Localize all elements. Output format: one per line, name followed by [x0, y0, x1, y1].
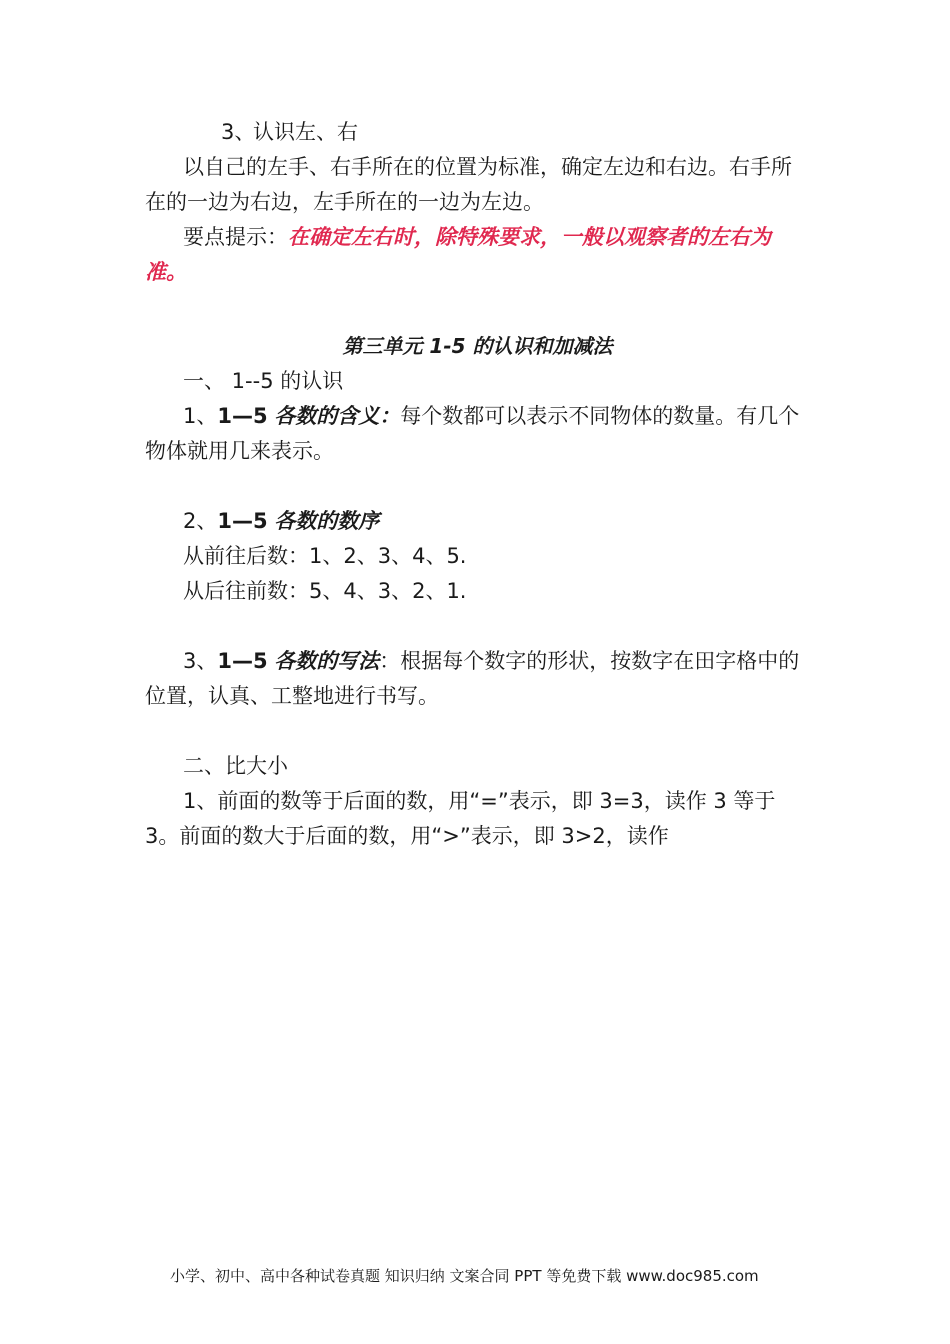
writing-paragraph	[145, 644, 810, 714]
document-body	[145, 115, 810, 854]
spacer	[145, 290, 810, 329]
item3-prefix: 3、	[183, 649, 218, 673]
part1-heading: 一、 1--5 的认识	[183, 369, 344, 393]
lr-definition-paragraph: 以自己的左手、右手所在的位置为标准，确定左边和右边。右手所在的一边为右边，左手所在的一边为左边。	[145, 155, 792, 214]
part2-heading: 二、比大小	[183, 754, 288, 778]
item2-range: 1—5	[217, 509, 268, 533]
tip-emphasis: 在确定左右时，除特殊要求，一般以观察者的左右为准。	[145, 225, 771, 284]
spacer	[145, 609, 810, 644]
tip-label: 要点提示：	[183, 225, 288, 249]
item3-range: 1—5	[217, 649, 268, 673]
unit-title: 第三单元 1-5 的认识和加减法	[342, 334, 613, 358]
compare-paragraph: 1、前面的数等于后面的数，用“=”表示，即 3=3，读作 3 等于 3。前面的数大于后面的数，用“>”表示，即 3>2，读作	[145, 789, 776, 848]
lr-heading-text: 认识左、右	[253, 120, 358, 144]
item3-text: ：根据每个数字的形状，按数字在田字格中的位置，认真、工整地进行书写。	[145, 649, 800, 708]
item1-range: 1—5	[217, 404, 268, 428]
item3-label: 各数的写法	[274, 649, 380, 673]
item1-text: 每个数都可以表示不同物体的数量。有几个物体就用几来表示。	[145, 404, 800, 463]
item2-prefix: 2、	[183, 509, 218, 533]
lr-heading-number: 3、	[221, 120, 256, 144]
item1-prefix: 1、	[183, 404, 218, 428]
lr-tip-paragraph	[145, 220, 810, 290]
meaning-paragraph	[145, 399, 810, 469]
item1-label: 各数的含义：	[274, 404, 401, 428]
order-heading	[145, 504, 810, 539]
order-forward: 从前往后数：1、2、3、4、5.	[183, 544, 467, 568]
spacer	[145, 469, 810, 504]
footer-text: 小学、初中、高中各种试卷真题 知识归纳 文案合同 PPT 等免费下载 www.doc985.com	[170, 1267, 759, 1285]
spacer	[145, 714, 810, 749]
order-backward: 从后往前数：5、4、3、2、1.	[183, 579, 467, 603]
lr-heading	[145, 115, 810, 150]
item2-label: 各数的数序	[274, 509, 380, 533]
